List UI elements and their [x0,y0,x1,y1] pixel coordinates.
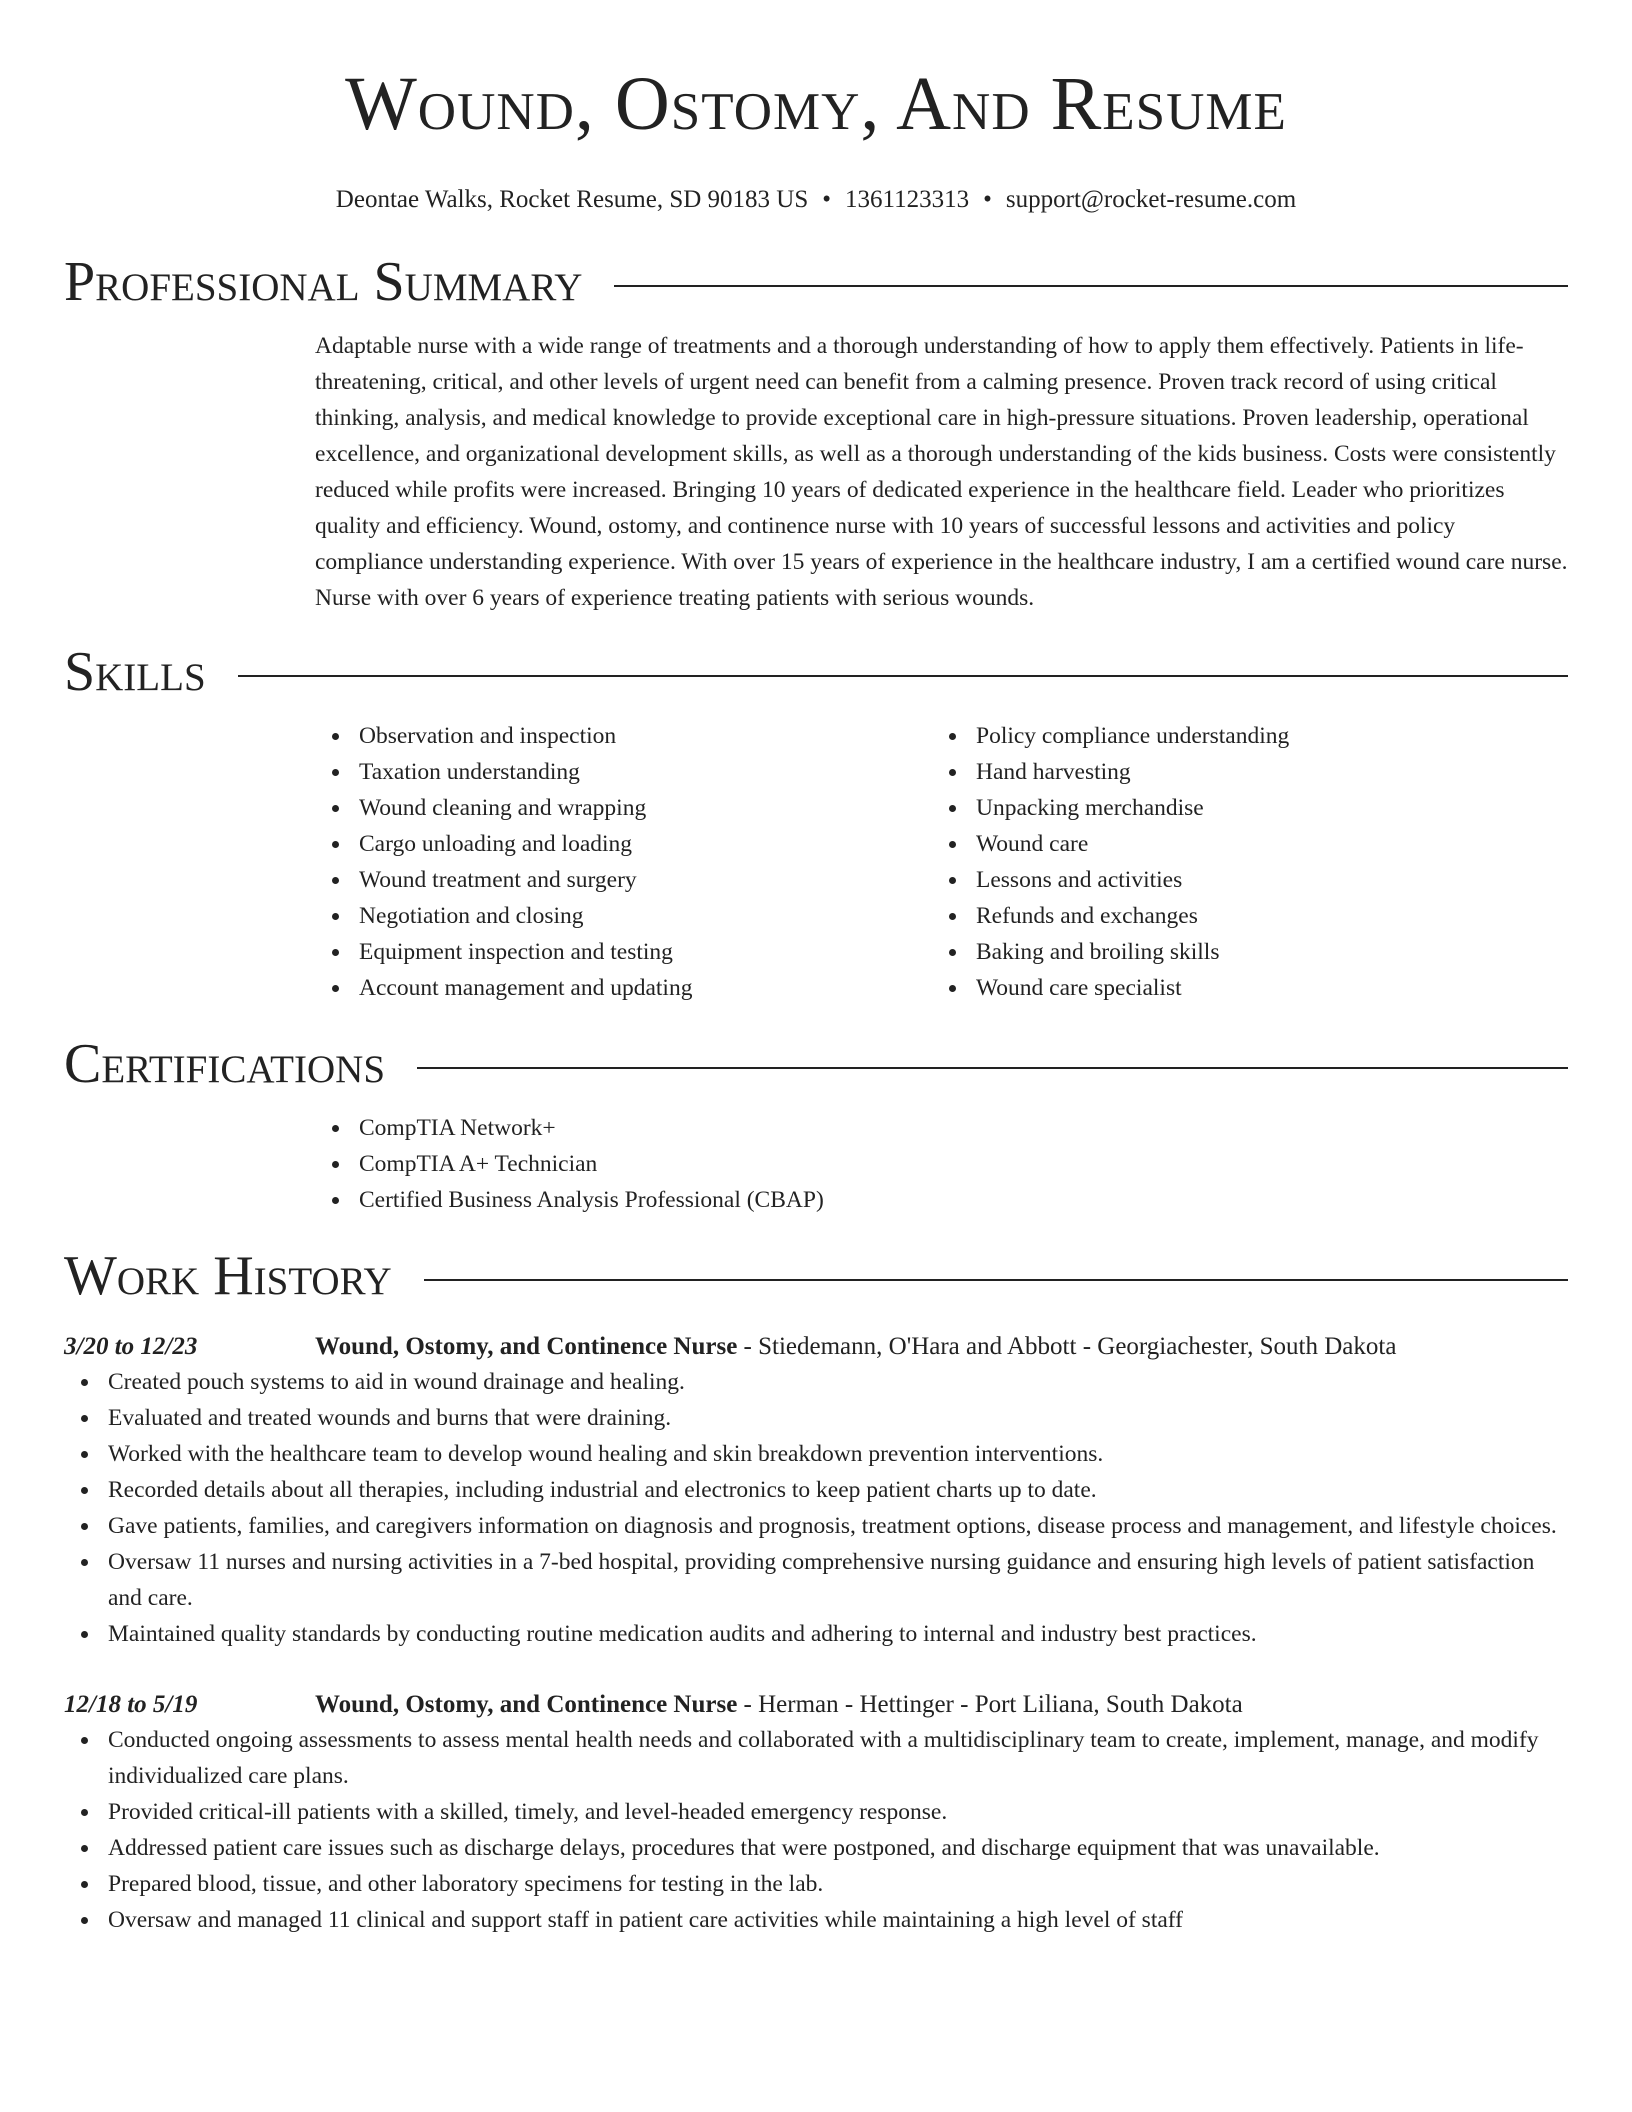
skill-item: Unpacking merchandise [932,790,1549,826]
section-header [64,1032,1568,1096]
job-bullets [64,1722,1568,1938]
job-date: 3/20 to 12/23 [64,1333,198,1360]
skill-item: Refunds and exchanges [932,898,1549,934]
summary-body [315,328,1568,616]
skill-item: Baking and broiling skills [932,934,1549,970]
job-bullet: Maintained quality standards by conducting routine medication audits and adhering to internal and industry best practices. [64,1616,1568,1652]
skill-item: Wound cleaning and wrapping [315,790,932,826]
skill-item: Policy compliance understanding [932,718,1549,754]
skill-item: Hand harvesting [932,754,1549,790]
job-title: Wound, Ostomy, and Continence Nurse [315,1333,738,1360]
job-entry [64,1330,1568,1652]
skill-item: Taxation understanding [315,754,932,790]
job-bullet: Recorded details about all therapies, including industrial and electronics to keep patient charts up to date. [64,1472,1568,1508]
section-divider [238,675,1568,677]
section-title-work-history: Work History [64,1245,392,1307]
skill-item: Cargo unloading and loading [315,826,932,862]
job-date: 12/18 to 5/19 [64,1691,198,1718]
certification-item: CompTIA A+ Technician [315,1146,1568,1182]
job-bullet: Gave patients, families, and caregivers information on diagnosis and prognosis, treatment options, disease process and management, and lifestyle choices. [64,1508,1568,1544]
skill-item: Wound care specialist [932,970,1549,1006]
section-divider [417,1067,1568,1069]
summary-text: Adaptable nurse with a wide range of treatments and a thorough understanding of how to apply them effectively. Patients in life-threatening, critical, and other levels of urgent need can benefit from a calming presence. Proven track record of using critical thinking, analysis, and medical knowledge to provide exceptional care in high-pressure situations. Proven leadership, operational excellence, and organizational development skills, as well as a thorough understanding of the kids business. Costs were consistently reduced while profits were increased. Bringing 10 years of dedicated experience in the healthcare field. Leader who prioritizes quality and efficiency. Wound, ostomy, and continence nurse with 10 years of successful lessons and activities and policy compliance understanding experience. With over 15 years of experience in the healthcare industry, I am a certified wound care nurse. Nurse with over 6 years of experience treating patients with serious wounds. [315,333,1568,611]
certifications-section [64,1032,1568,1218]
contact-email: support@rocket-resume.com [1005,186,1297,213]
skill-item: Equipment inspection and testing [315,934,932,970]
skill-item: Lessons and activities [932,862,1549,898]
skills-column-right [932,718,1549,1006]
work-history-section [64,1244,1568,1938]
certifications-body [315,1110,1568,1218]
job-header [315,1688,1568,1722]
contact-address: Deontae Walks, Rocket Resume, SD 90183 US [335,186,809,213]
resume-name: Wound, Ostomy, And Resume [345,62,1287,146]
job-bullets [64,1364,1568,1652]
skill-item: Wound treatment and surgery [315,862,932,898]
contact-separator: • [983,186,992,213]
section-title-summary: Professional Summary [64,251,583,313]
job-bullet: Worked with the healthcare team to develop wound healing and skin breakdown prevention interventions. [64,1436,1568,1472]
summary-section [64,250,1568,616]
section-header [64,640,1568,704]
section-divider [614,285,1568,287]
job-bullet: Oversaw 11 nurses and nursing activities in a 7-bed hospital, providing comprehensive nursing guidance and ensuring high levels of patient satisfaction and care. [64,1544,1568,1616]
job-title: Wound, Ostomy, and Continence Nurse [315,1691,738,1718]
section-title-skills: Skills [64,641,206,703]
skill-item: Account management and updating [315,970,932,1006]
contact-line [64,184,1568,216]
skill-item: Negotiation and closing [315,898,932,934]
section-header [64,250,1568,314]
job-bullet: Addressed patient care issues such as discharge delays, procedures that were postponed, and discharge equipment that was unavailable. [64,1830,1568,1866]
section-header [64,1244,1568,1308]
certification-item: CompTIA Network+ [315,1110,1568,1146]
section-divider [424,1279,1568,1281]
job-company-location: - Herman - Hettinger - Port Liliana, South Dakota [737,1691,1243,1718]
skill-item: Observation and inspection [315,718,932,754]
contact-phone: 1361123313 [845,186,970,213]
resume-page [64,0,1568,1938]
section-title-certifications: Certifications [64,1033,386,1095]
contact-separator: • [822,186,832,213]
skills-section [64,640,1568,1006]
job-bullet: Provided critical-ill patients with a skilled, timely, and level-headed emergency response. [64,1794,1568,1830]
skill-item: Wound care [932,826,1549,862]
job-bullet: Conducted ongoing assessments to assess mental health needs and collaborated with a multidisciplinary team to create, implement, manage, and modify individualized care plans. [64,1722,1568,1794]
skills-column-left [315,718,932,1006]
job-entry [64,1688,1568,1938]
job-bullet: Created pouch systems to aid in wound drainage and healing. [64,1364,1568,1400]
job-company-location: - Stiedemann, O'Hara and Abbott - Georgiachester, South Dakota [737,1333,1397,1360]
job-header [315,1330,1568,1364]
job-bullet: Evaluated and treated wounds and burns that were draining. [64,1400,1568,1436]
job-bullet: Oversaw and managed 11 clinical and support staff in patient care activities while maintaining a high level of staff [64,1902,1568,1938]
skills-grid [315,718,1568,1006]
certification-item: Certified Business Analysis Professional (CBAP) [315,1182,1568,1218]
job-bullet: Prepared blood, tissue, and other laboratory specimens for testing in the lab. [64,1866,1568,1902]
resume-header [64,0,1568,216]
